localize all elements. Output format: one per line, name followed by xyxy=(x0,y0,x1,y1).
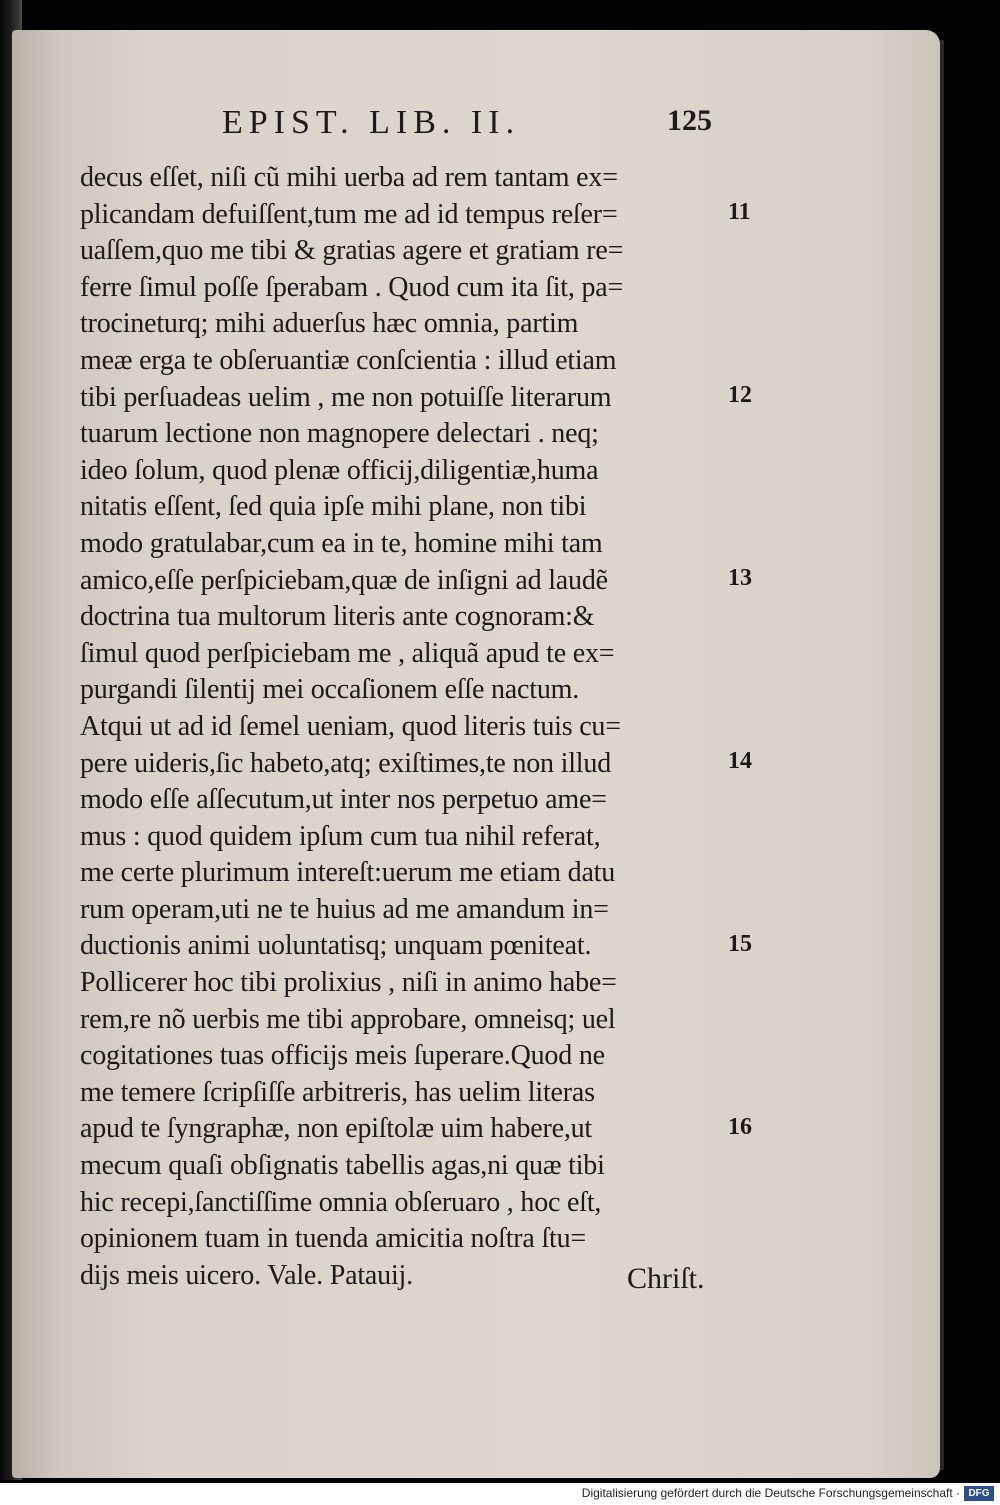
text-line: nitatis eſſent, ſed quia ipſe mihi plane, non tibi xyxy=(80,491,587,523)
margin-number: 11 xyxy=(728,198,751,225)
folio-number: 125 xyxy=(667,104,712,137)
text-line: hic recepi,ſanctiſſime omnia obſeruaro , hoc eſt, xyxy=(80,1186,602,1218)
text-line: modo gratulabar,cum ea in te, homine mihi tam xyxy=(80,527,603,559)
text-line: apud te ſyngraphæ, non epiſtolæ uim habere,ut xyxy=(80,1113,593,1145)
text-line: cogitationes tuas officijs meis ſuperare.Quod ne xyxy=(80,1040,605,1072)
text-line: ſimul quod perſpiciebam me , aliquã apud te ex= xyxy=(80,637,615,669)
digitization-footer xyxy=(0,1483,1000,1505)
text-line: plicandam defuiſſent,tum me ad id tempus reſer= xyxy=(80,198,618,230)
running-head: EPIST. LIB. II. xyxy=(222,104,521,141)
margin-number: 16 xyxy=(728,1113,752,1140)
text-line: trocineturq; mihi aduerſus hæc omnia, partim xyxy=(80,308,579,340)
text-line: dijs meis uicero. Vale. Patauij. xyxy=(80,1259,413,1291)
text-line: uaſſem,quo me tibi & gratias agere et gratiam re= xyxy=(80,235,624,267)
text-line: tuarum lectione non magnopere delectari . neq; xyxy=(80,418,599,450)
text-line: Atqui ut ad id ſemel ueniam, quod literis tuis cu= xyxy=(80,710,621,742)
text-line: Pollicerer hoc tibi prolixius , niſi in animo habe= xyxy=(80,967,617,999)
page-edge xyxy=(940,40,944,1470)
book-page xyxy=(12,30,940,1478)
page-header xyxy=(12,104,940,154)
text-line: me certe plurimum intereſt:uerum me etiam datu xyxy=(80,857,616,889)
margin-number: 13 xyxy=(728,564,752,591)
text-line: opinionem tuam in tuenda amicitia noſtra ſtu= xyxy=(80,1223,587,1255)
text-line: pere uideris,ſic habeto,atq; exiſtimes,te non illud xyxy=(80,747,611,779)
text-line: ductionis animi uoluntatisq; unquam pœniteat. xyxy=(80,930,592,962)
text-line: modo eſſe aſſecutum,ut inter nos perpetuo ame= xyxy=(80,784,607,816)
text-line: mus : quod quidem ipſum cum tua nihil referat, xyxy=(80,820,601,852)
margin-number: 12 xyxy=(728,381,752,408)
text-line: me temere ſcripſiſſe arbitreris, has uelim literas xyxy=(80,1076,595,1108)
text-line: purgandi ſilentij mei occaſionem eſſe nactum. xyxy=(80,674,579,706)
text-line: rum operam,uti ne te huius ad me amandum in= xyxy=(80,893,609,925)
text-line: decus eſſet, niſi cũ mihi uerba ad rem tantam ex= xyxy=(80,162,618,193)
text-line: ferre ſimul poſſe ſperabam . Quod cum ita ſit, pa= xyxy=(80,271,624,303)
text-line: ideo ſolum, quod plenæ officij,diligentiæ,huma xyxy=(80,454,599,486)
footer-credit: Digitalisierung gefördert durch die Deutsche Forschungsgemeinschaft · xyxy=(581,1486,960,1500)
margin-number: 15 xyxy=(728,930,752,957)
text-line: tibi perſuadeas uelim , me non potuiſſe literarum xyxy=(80,381,612,413)
margin-number: 14 xyxy=(728,747,752,774)
catchword: Chriſt. xyxy=(627,1262,705,1295)
text-line: amico,eſſe perſpiciebam,quæ de inſigni ad laudẽ xyxy=(80,564,608,596)
dfg-logo: DFG xyxy=(964,1486,994,1501)
text-line: doctrina tua multorum literis ante cognoram:& xyxy=(80,601,595,633)
text-line: mecum quaſi obſignatis tabellis agas,ni quæ tibi xyxy=(80,1150,605,1182)
text-block xyxy=(80,160,720,1294)
text-line: rem,re nõ uerbis me tibi approbare, omneisq; uel xyxy=(80,1003,616,1035)
text-line: meæ erga te obſeruantiæ conſcientia : illud etiam xyxy=(80,344,617,376)
